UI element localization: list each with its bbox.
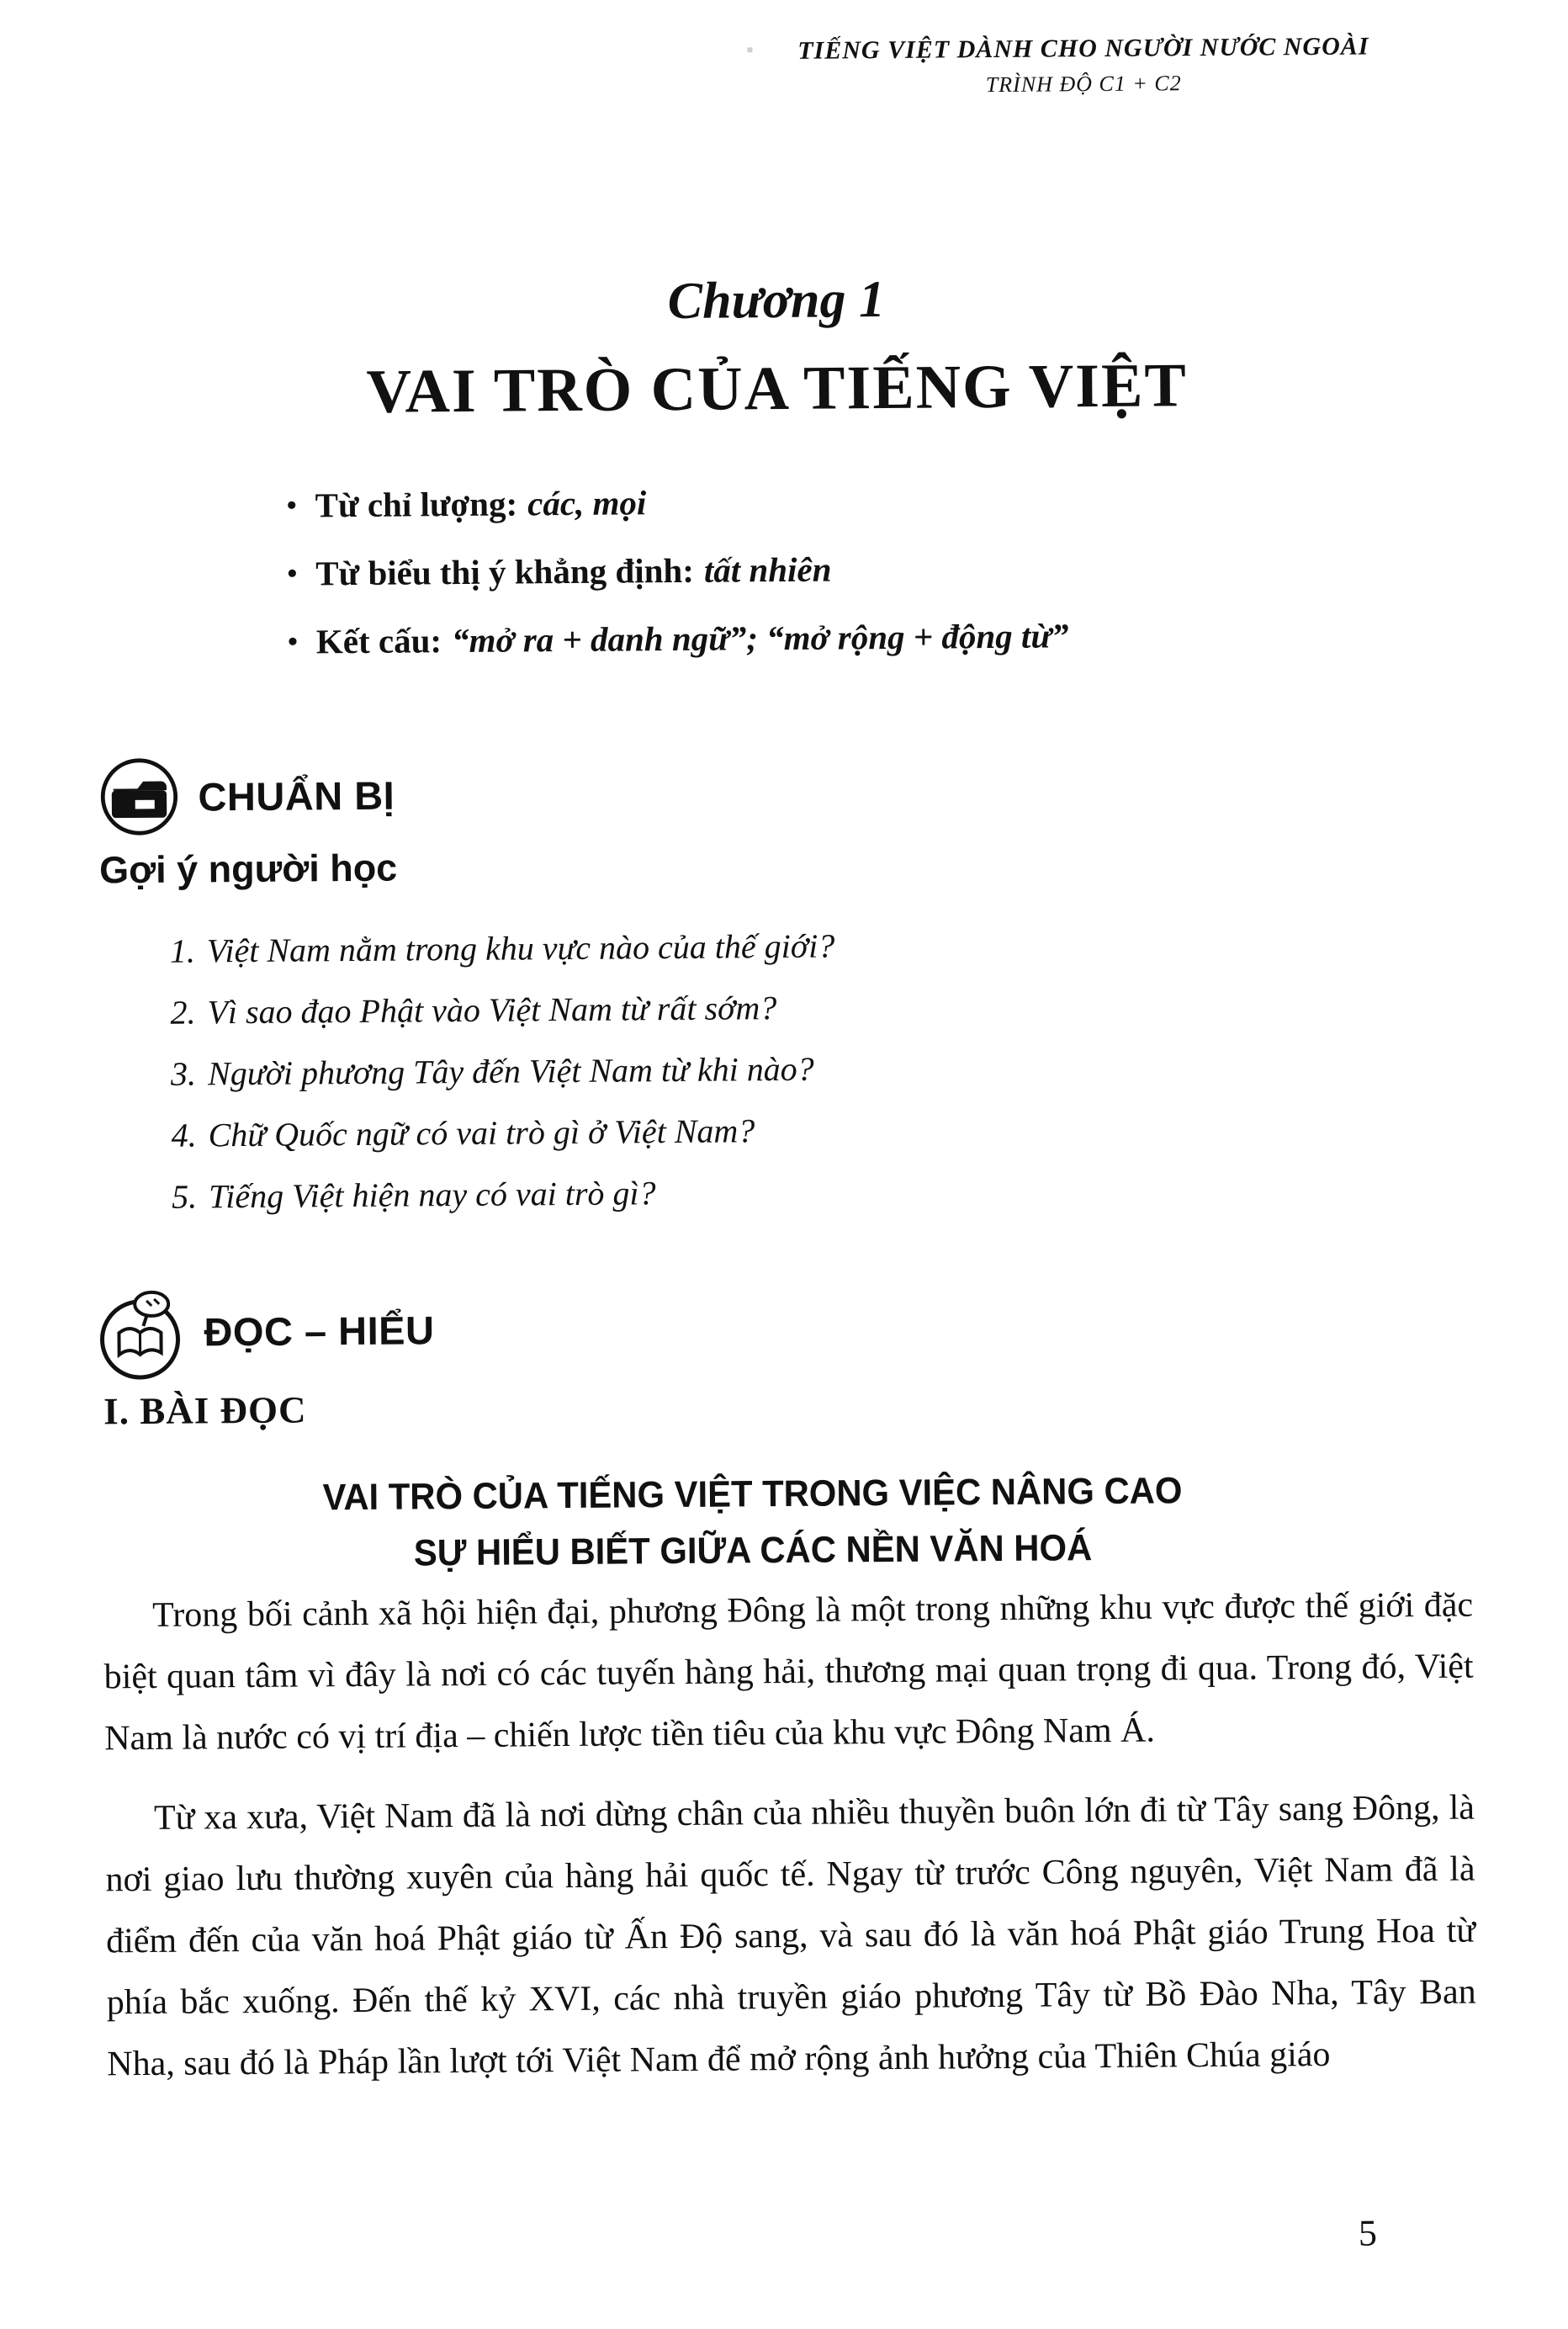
reading-body: [103, 1575, 1477, 2096]
briefcase-icon: [98, 756, 180, 838]
reading-passage-label: I. BÀI ĐỌC: [103, 1388, 307, 1433]
book-title: TIẾNG VIỆT DÀNH CHO NGƯỜI NƯỚC NGOÀI: [797, 32, 1369, 65]
bullet-icon: •: [287, 626, 299, 658]
question-text: Người phương Tây đến Việt Nam từ khi nào?: [207, 1049, 814, 1093]
prepare-section-heading: [98, 755, 395, 838]
question-item: [170, 977, 835, 1043]
prepare-heading-label: CHUẨN BỊ: [198, 772, 395, 819]
reading-section-heading: [98, 1280, 435, 1382]
chapter-label: Chương 1: [667, 271, 886, 331]
grammar-bullet-list: [287, 479, 1069, 689]
question-text: Tiếng Việt hiện nay có vai trò gì?: [209, 1174, 656, 1216]
bullet-label: Từ chỉ lượng:: [315, 484, 518, 525]
bullet-label: Từ biểu thị ý khẳng định:: [315, 550, 695, 593]
bullet-icon: •: [286, 490, 297, 522]
paragraph: Từ xa xưa, Việt Nam đã là nơi dừng chân của nhiều thuyền buôn lớn đi từ Tây sang Đông, là nơi giao lưu thường xuyên của hàng hải quốc tế. Ngay từ trước Công nguyên, Việt Nam đã là điểm đến của văn hoá Phật giáo từ Ấn Độ sang, và sau đó là văn hoá Phật giáo Trung Hoa từ phía bắc xuống. Đến thế kỷ XVI, các nhà truyền giáo phương Tây từ Bồ Đào Nha, Tây Ban Nha, sau đó là Pháp lần lượt tới Việt Nam để mở rộng ảnh hưởng của Thiên Chúa giáo: [105, 1788, 1476, 2084]
list-item: [288, 615, 1069, 661]
question-number: 2.: [170, 993, 196, 1032]
question-item: [172, 1161, 837, 1228]
bullet-value: tất nhiên: [703, 549, 832, 590]
question-list: [170, 915, 837, 1228]
question-number: 1.: [169, 931, 196, 970]
chapter-title: VAI TRÒ CỦA TIẾNG VIỆT: [366, 351, 1189, 427]
bullet-value: các, mọi: [527, 483, 647, 523]
book-level: TRÌNH ĐỘ C1 + C2: [985, 71, 1182, 98]
list-item: [287, 479, 1068, 525]
learner-hints-heading: Gợi ý người học: [98, 846, 398, 892]
paragraph: Trong bối cảnh xã hội hiện đại, phương Đông là một trong những khu vực được thế giới đặc biệt quan tâm vì đây là nơi có các tuyến hàng hải, thương mại quan trọng đi qua. Trong đó, Việt Nam là nước có vị trí địa – chiến lược tiền tiêu của khu vực Đông Nam Á.: [103, 1585, 1474, 1759]
question-item: [171, 1038, 836, 1105]
reading-title-line1: VAI TRÒ CỦA TIẾNG VIỆT TRONG VIỆC NÂNG CAO: [322, 1470, 1183, 1519]
list-item: [287, 547, 1068, 593]
reading-icon: [98, 1282, 186, 1382]
question-number: 5.: [172, 1177, 198, 1216]
bullet-value: “mở ra + danh ngữ”; “mở rộng + động từ”: [451, 616, 1069, 661]
reading-heading-label: ĐỌC – HIỂU: [204, 1307, 435, 1354]
question-text: Vì sao đạo Phật vào Việt Nam từ rất sớm?: [207, 989, 777, 1032]
running-header: [797, 32, 1369, 98]
question-number: 4.: [171, 1116, 197, 1154]
scan-speck: [747, 47, 752, 52]
bullet-icon: •: [287, 558, 298, 590]
question-item: [170, 915, 835, 982]
bullet-label: Kết cấu:: [315, 621, 442, 661]
question-text: Chữ Quốc ngữ có vai trò gì ở Việt Nam?: [208, 1111, 755, 1154]
question-item: [171, 1100, 836, 1166]
reading-passage-title: [135, 1462, 1370, 1584]
reading-title-line2: SỰ HIỂU BIẾT GIỮA CÁC NỀN VĂN HOÁ: [413, 1527, 1093, 1574]
page-number: 5: [1358, 2212, 1378, 2254]
question-number: 3.: [170, 1054, 197, 1093]
question-text: Việt Nam nằm trong khu vực nào của thế giới?: [206, 926, 835, 970]
